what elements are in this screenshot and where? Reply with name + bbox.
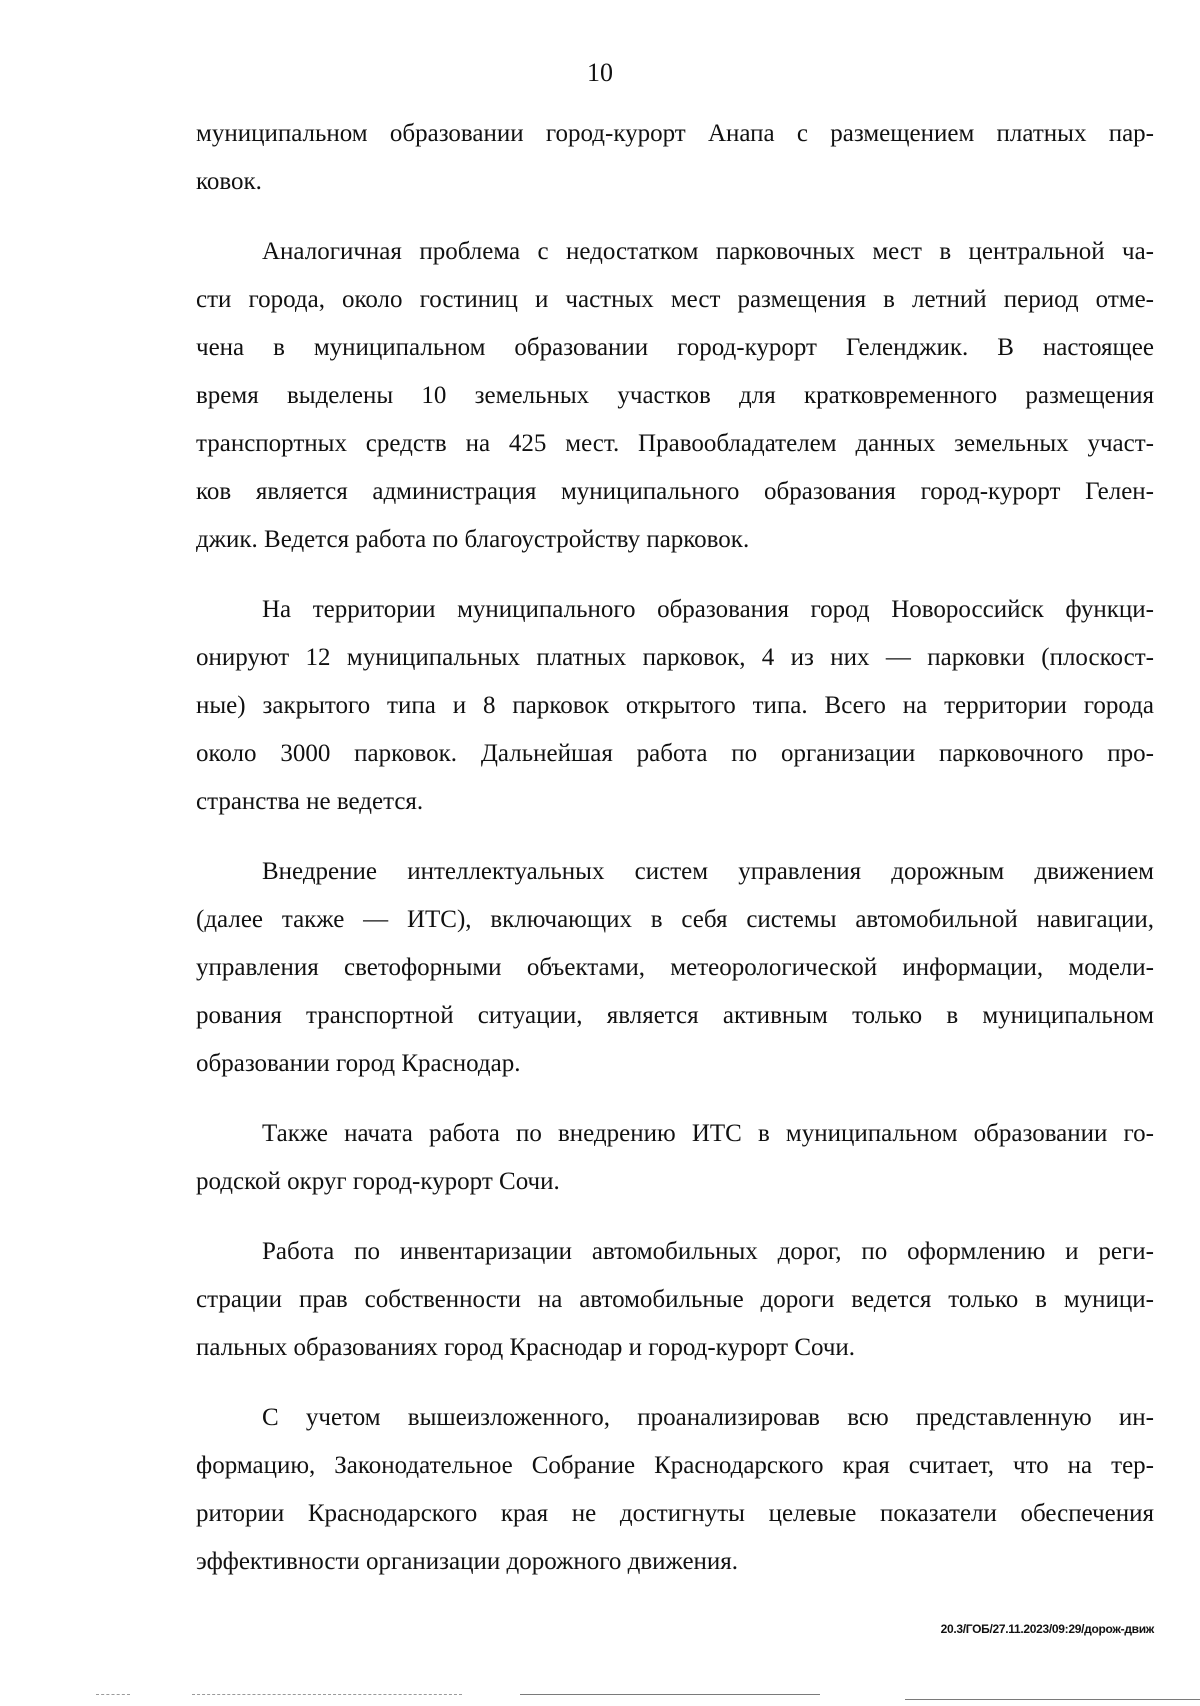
text-line: страции прав собственности на автомобильные дороги ведется только в муници- xyxy=(196,1286,1154,1313)
paragraph-3 xyxy=(196,848,1154,1088)
text-line: пальных образованиях город Краснодар и город-курорт Сочи. xyxy=(196,1334,856,1361)
text-line: родской округ город-курорт Сочи. xyxy=(196,1168,560,1195)
text-line: образовании город Краснодар. xyxy=(196,1050,521,1077)
scan-artifact-line xyxy=(520,1694,820,1695)
scan-artifact-line xyxy=(192,1694,462,1695)
scan-artifact-line xyxy=(905,1699,1200,1700)
text-line: Аналогичная проблема с недостатком парковочных мест в центральной ча- xyxy=(262,238,1154,265)
text-line: транспортных средств на 425 мест. Правообладателем данных земельных участ- xyxy=(196,430,1154,457)
text-line: ные) закрытого типа и 8 парковок открытого типа. Всего на территории города xyxy=(196,692,1154,719)
text-line: рования транспортной ситуации, является активным только в муниципальном xyxy=(196,1002,1154,1029)
text-line: онируют 12 муниципальных платных парковок, 4 из них — парковки (плоскост- xyxy=(196,644,1154,671)
text-line: Также начата работа по внедрению ИТС в муниципальном образовании го- xyxy=(262,1120,1154,1147)
text-line: формацию, Законодательное Собрание Краснодарского края считает, что на тер- xyxy=(196,1452,1154,1479)
text-line: чена в муниципальном образовании город-курорт Геленджик. В настоящее xyxy=(196,334,1154,361)
text-line: странства не ведется. xyxy=(196,788,424,815)
text-line: около 3000 парковок. Дальнейшая работа по организации парковочного про- xyxy=(196,740,1154,767)
document-footer-code: 20.3/ГОБ/27.11.2023/09:29/дорож-движ xyxy=(940,1622,1154,1636)
text-line: ков является администрация муниципального образования город-курорт Гелен- xyxy=(196,478,1154,505)
text-line: эффективности организации дорожного движения. xyxy=(196,1548,739,1575)
page-number: 10 xyxy=(587,58,613,87)
text-line: ковок. xyxy=(196,168,262,195)
paragraph-4 xyxy=(196,1110,1154,1206)
text-line: муниципальном образовании город-курорт Анапа с размещением платных пар- xyxy=(196,120,1154,147)
text-line: сти города, около гостиниц и частных мест размещения в летний период отме- xyxy=(196,286,1154,313)
document-body xyxy=(196,110,1154,1586)
text-line: Внедрение интеллектуальных систем управления дорожным движением xyxy=(262,858,1154,885)
paragraph-0 xyxy=(196,110,1154,206)
scan-artifact-line xyxy=(96,1694,130,1695)
paragraph-1 xyxy=(196,228,1154,564)
paragraph-6 xyxy=(196,1394,1154,1586)
text-line: время выделены 10 земельных участков для кратковременного размещения xyxy=(196,382,1154,409)
paragraph-2 xyxy=(196,586,1154,826)
text-line: (далее также — ИТС), включающих в себя системы автомобильной навигации, xyxy=(196,906,1154,933)
text-line: Работа по инвентаризации автомобильных дорог, по оформлению и реги- xyxy=(262,1238,1154,1265)
text-line: управления светофорными объектами, метеорологической информации, модели- xyxy=(196,954,1154,981)
text-line: ритории Краснодарского края не достигнуты целевые показатели обеспечения xyxy=(196,1500,1154,1527)
text-line: На территории муниципального образования город Новороссийск функци- xyxy=(262,596,1154,623)
text-line: джик. Ведется работа по благоустройству парковок. xyxy=(196,526,750,553)
text-line: С учетом вышеизложенного, проанализировав всю представленную ин- xyxy=(262,1404,1154,1431)
paragraph-5 xyxy=(196,1228,1154,1372)
